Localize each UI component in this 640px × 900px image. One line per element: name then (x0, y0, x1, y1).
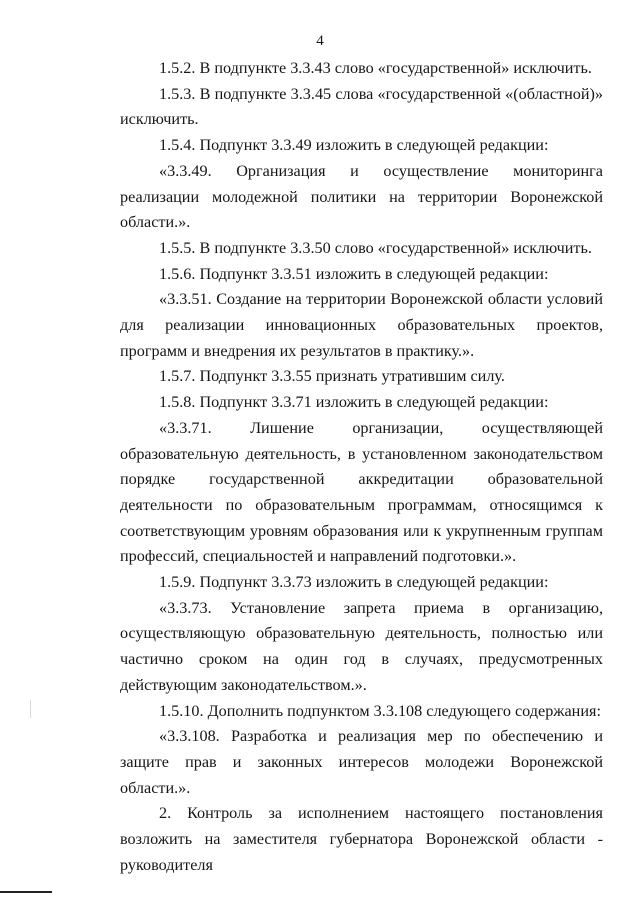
paragraph-1-5-10: 1.5.10. Дополнить подпунктом 3.3.108 следующего содержания: (159, 701, 601, 720)
quote-3-3-51: «3.3.51. Создание на территории Воронежской области условий для реализации инновационных образовательных проектов, программ и внедрения их результатов в практику.». (120, 290, 603, 360)
document-body (120, 56, 603, 879)
quote-3-3-108: «3.3.108. Разработка и реализация мер по обеспечению и защите прав и законных интересов молодежи Воронежской области.». (120, 727, 603, 797)
paragraph-1-5-6: 1.5.6. Подпункт 3.3.51 изложить в следующей редакции: (159, 264, 549, 283)
paragraph-1-5-4: 1.5.4. Подпункт 3.3.49 изложить в следующей редакции: (159, 136, 549, 155)
quote-3-3-73: «3.3.73. Установление запрета приема в организацию, осуществляющую образовательную деятельность, полностью или частично сроком на один год в случаях, предусмотренных действующим законодательством.». (120, 598, 603, 694)
quote-3-3-71: «3.3.71. Лишение организации, осуществляющей образовательную деятельность, в установленном законодательством порядке государственной аккредитации образовательной деятельности по образовательным программам, относящимся к соответствующим уровням образования или к укрупненным группам профессий, специальностей и направлений подготовки.». (120, 418, 603, 566)
page-number: 4 (316, 33, 324, 49)
paragraph-1-5-8: 1.5.8. Подпункт 3.3.71 изложить в следующей редакции: (159, 393, 549, 412)
footer-rule (0, 891, 52, 893)
paragraph-1-5-2: 1.5.2. В подпункте 3.3.43 слово «государственной» исключить. (159, 59, 592, 77)
paragraph-1-5-5: 1.5.5. В подпункте 3.3.50 слово «государственной» исключить. (159, 238, 592, 257)
paragraph-1-5-7: 1.5.7. Подпункт 3.3.55 признать утратившим силу. (159, 367, 505, 386)
paragraph-1-5-9: 1.5.9. Подпункт 3.3.73 изложить в следующей редакции: (159, 573, 549, 592)
quote-3-3-49: «3.3.49. Организация и осуществление мониторинга реализации молодежной политики на территории Воронежской области.». (120, 161, 603, 232)
scan-margin-mark (30, 700, 31, 718)
paragraph-2: 2. Контроль за исполнением настоящего постановления возложить на заместителя губернатора Воронежской области - руководителя (120, 804, 603, 874)
paragraph-1-5-3: 1.5.3. В подпункте 3.3.45 слова «государственной «(областной)» исключить. (120, 84, 603, 129)
